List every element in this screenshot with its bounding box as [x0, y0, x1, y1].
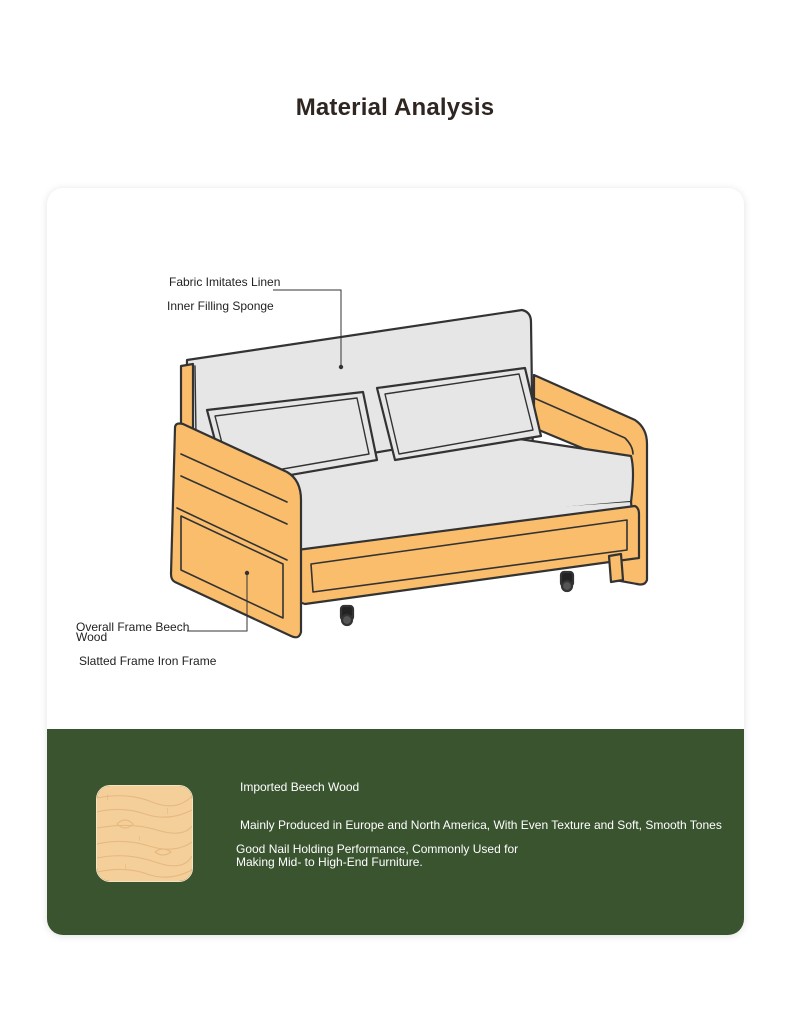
label-filling: Inner Filling Sponge [167, 299, 274, 313]
label-fabric: Fabric Imitates Linen [169, 275, 281, 289]
beech-wood-swatch [96, 785, 193, 882]
label-slatted: Slatted Frame Iron Frame [79, 654, 217, 668]
page-title: Material Analysis [295, 94, 495, 121]
material-info-panel [47, 729, 744, 935]
material-name: Imported Beech Wood [240, 780, 360, 794]
material-card [47, 188, 744, 935]
label-frame: Overall Frame Beech Wood [76, 620, 190, 644]
material-origin: Mainly Produced in Europe and North America, With Even Texture and Soft, Smooth Tones [240, 818, 722, 832]
material-usage: Good Nail Holding Performance, Commonly Used for Making Mid- to High-End Furniture. [236, 842, 519, 869]
sofa-bed-illustration [47, 188, 744, 729]
